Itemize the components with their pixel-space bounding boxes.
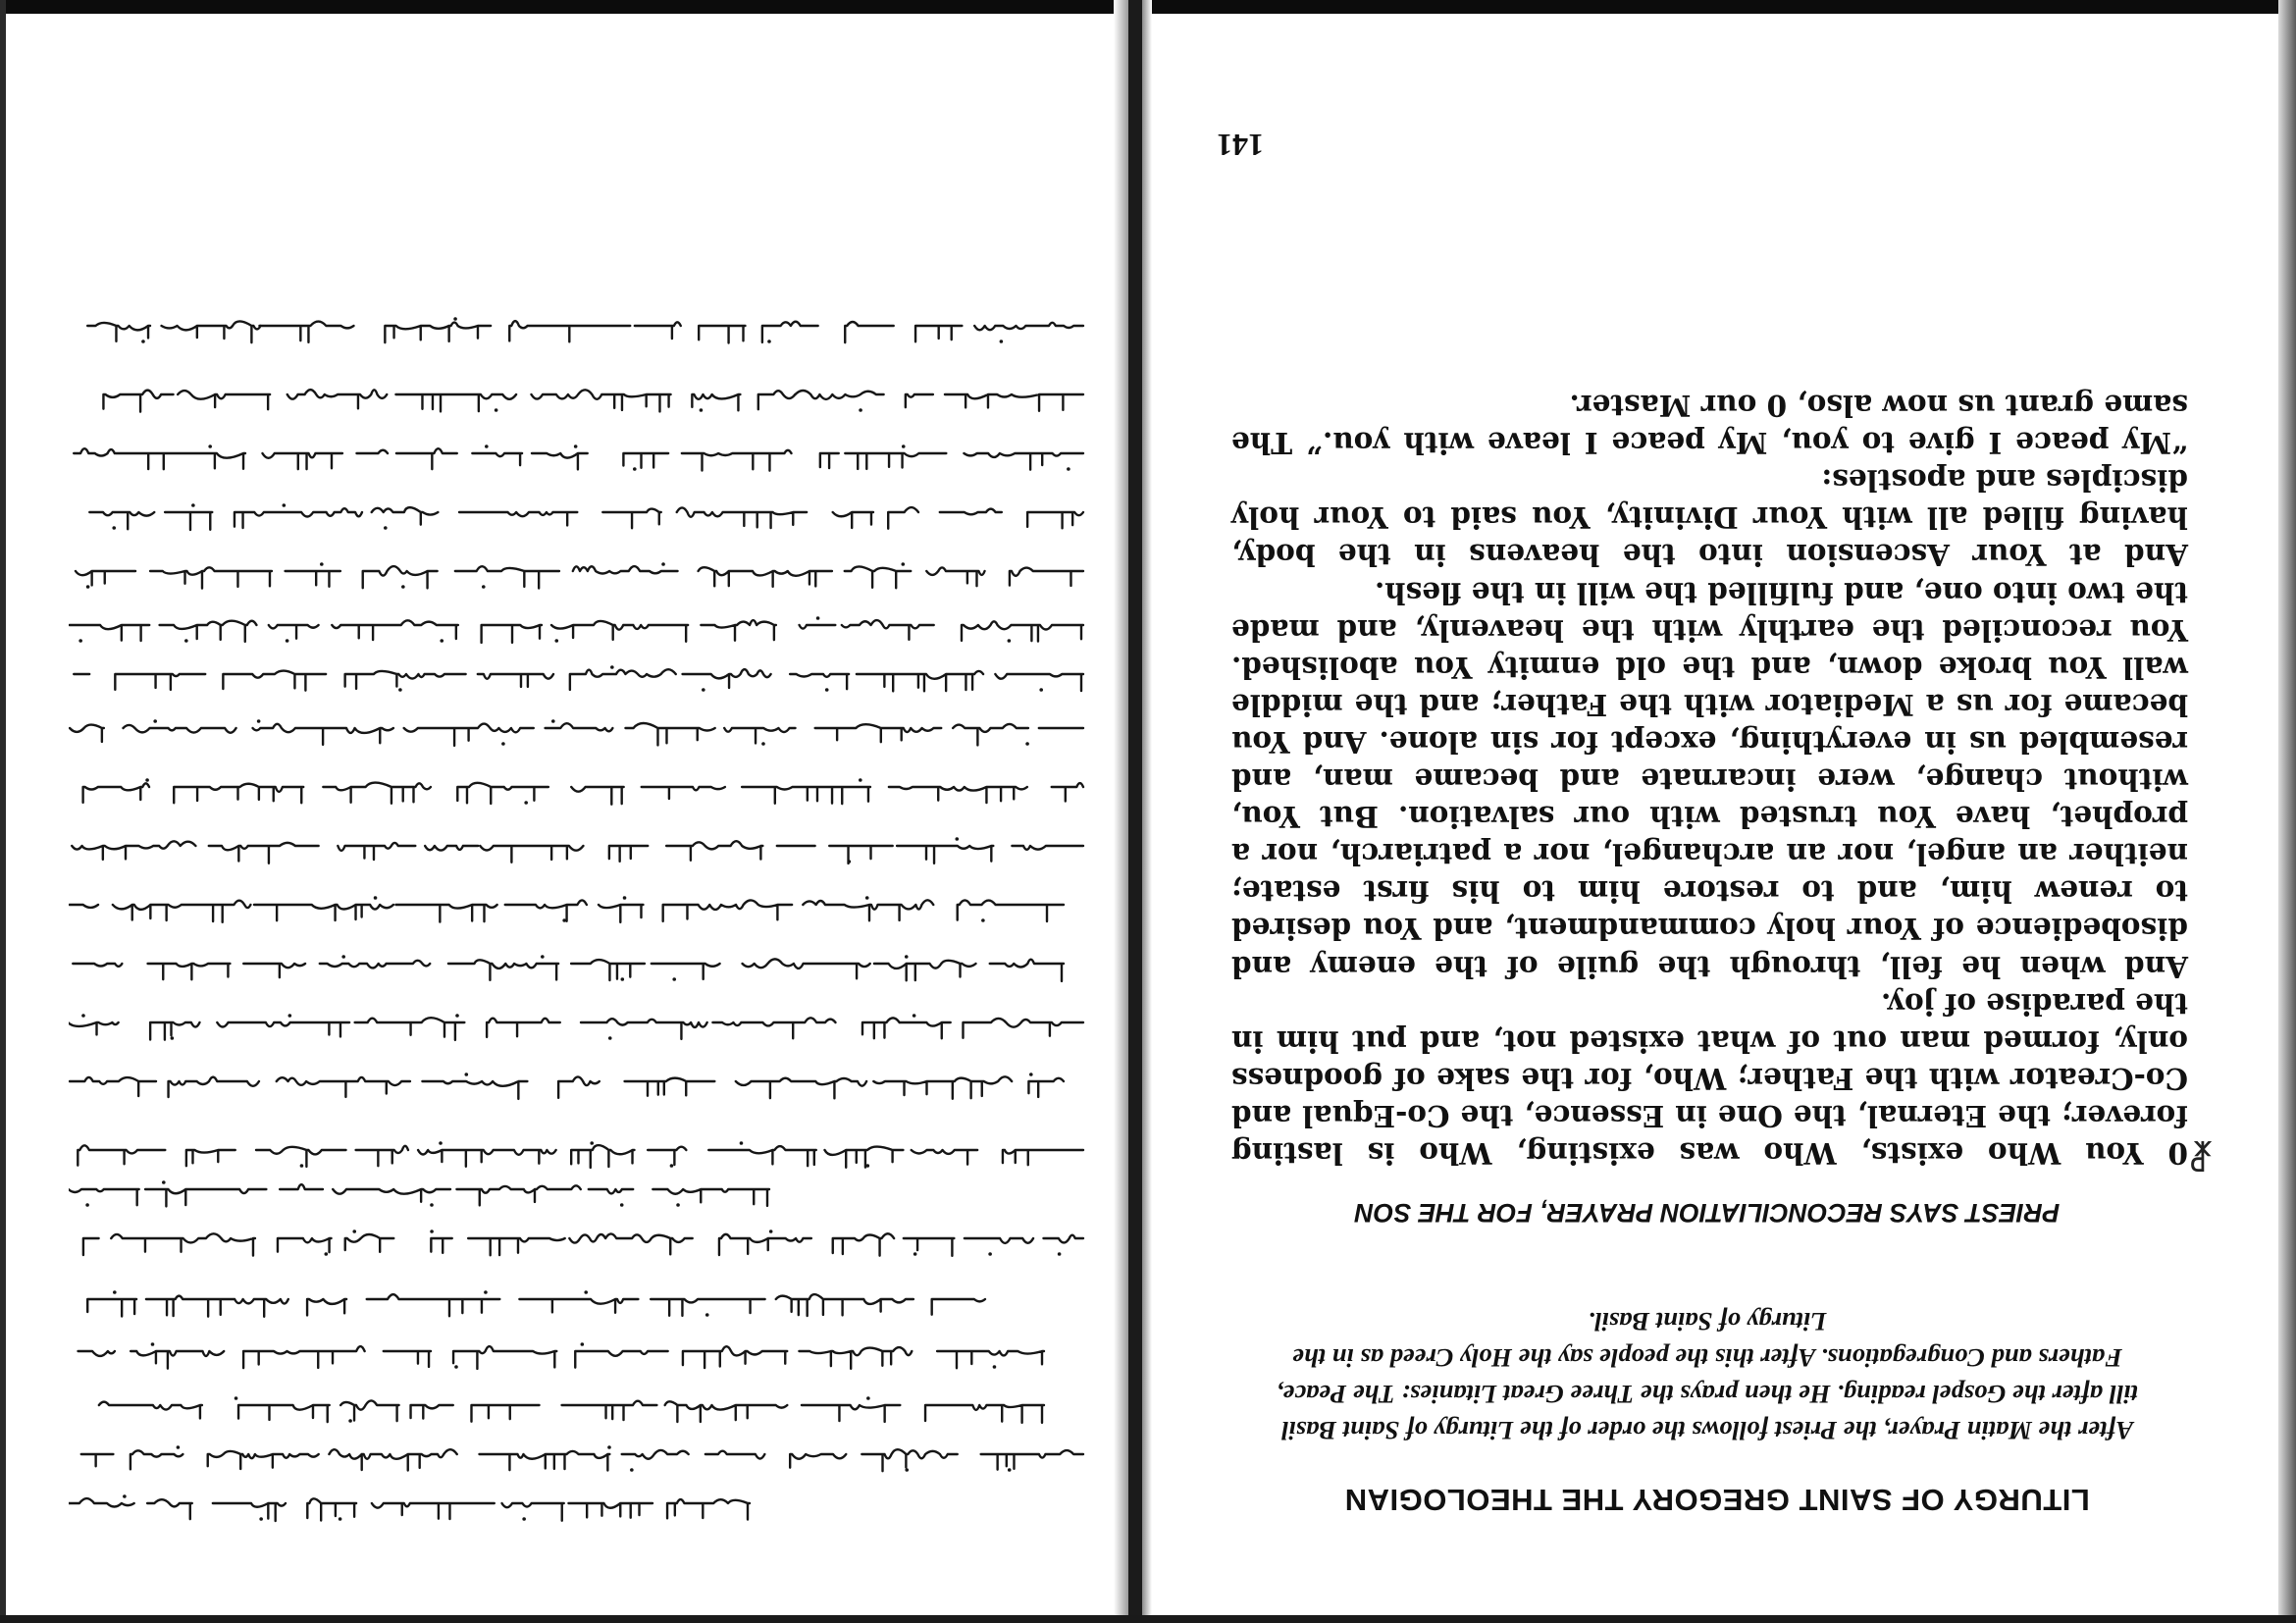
book-gutter [1128, 0, 1142, 1623]
page-title: LITURGY OF SAINT GREGORY THE THEOLOGIAN [1344, 1483, 2090, 1517]
script-line [69, 613, 1089, 649]
script-line [69, 716, 1089, 752]
scan-right-edge [2278, 0, 2296, 1623]
script-line [69, 442, 1089, 477]
script-line [69, 314, 1089, 349]
gutter-shadow-left [1114, 0, 1128, 1623]
prayer-paragraph-1: 0 You Who exists, Who was existing, Who is lasting forever; the Eternal, the One in Essence, the Co-Equal and Co-Creator with the Father; Who, for the sake of goodness only, formed man out of what existed not, and put him in the paradise of joy. [1231, 986, 2188, 1171]
script-line [69, 383, 1089, 418]
script-line [69, 662, 1089, 698]
right-page [1158, 14, 2276, 1615]
script-line [69, 500, 1089, 536]
scan-left-edge [0, 0, 6, 1623]
rubric-text: After the Matin Prayer, the Priest follows the order of the Liturgy of Saint Basil till after the Gospel reading. He then prays the Three Great Litanies: The Peace, Fathers and Congregations. After this the people say the Holy Creed as in the Liturgy of Saint Basil. [1276, 1307, 2139, 1445]
cross-icon: ☧ [2188, 1132, 2215, 1172]
prayer-paragraph-3: And at Your Ascension into the heavens in the body, having filled all with Your Divinity, You said to Your holy disciples and apostles: [1231, 463, 2188, 573]
script-line [69, 1178, 775, 1213]
script-line [69, 1287, 991, 1323]
prayer-body [1231, 387, 2188, 1172]
script-line [69, 1138, 1089, 1174]
script-line [69, 1339, 1050, 1375]
script-line [69, 559, 1089, 595]
gutter-shadow-right [1142, 0, 1152, 1623]
script-line [69, 952, 1070, 987]
scan-bottom-border [0, 1615, 2296, 1623]
page-number: 141 [1217, 128, 1264, 163]
script-line [69, 775, 1089, 811]
prayer-paragraph-2: And when he fell, through the guile of the enemy and disobedience of Your holy commandment, and You desired to renew him, and to restore him to his first estate; neither an angel, nor an archangel, nor a patriarch, nor a prophet, have You trusted with our salvation. But You, without change, were incarnate and became man, and resembled us in everything, except for sin alone. And You became for us a Mediator with the Father; and the middle wall You broke down, and the old enmity You abolished. You reconciled the earthly with the heavenly, and made the two into one, and fulfilled the will in the flesh. [1231, 575, 2188, 984]
script-line [69, 834, 1089, 869]
script-line [69, 893, 1070, 928]
script-line [69, 1492, 756, 1527]
section-heading: PRIEST SAYS RECONCILIATION PRAYER, FOR THE SON [1354, 1198, 2061, 1228]
script-line [69, 1442, 1089, 1478]
left-page [20, 14, 1109, 1615]
left-page-script-block [20, 14, 1109, 1615]
script-line [69, 1393, 1050, 1429]
script-line [69, 1070, 1070, 1105]
script-line [69, 1011, 1089, 1046]
right-page-content [1158, 14, 2276, 1615]
script-line [69, 1227, 1089, 1262]
prayer-paragraph-4: “My peace I give to you, My peace I leave with you.” The same grant us now also, 0 our Master. [1231, 389, 2188, 461]
